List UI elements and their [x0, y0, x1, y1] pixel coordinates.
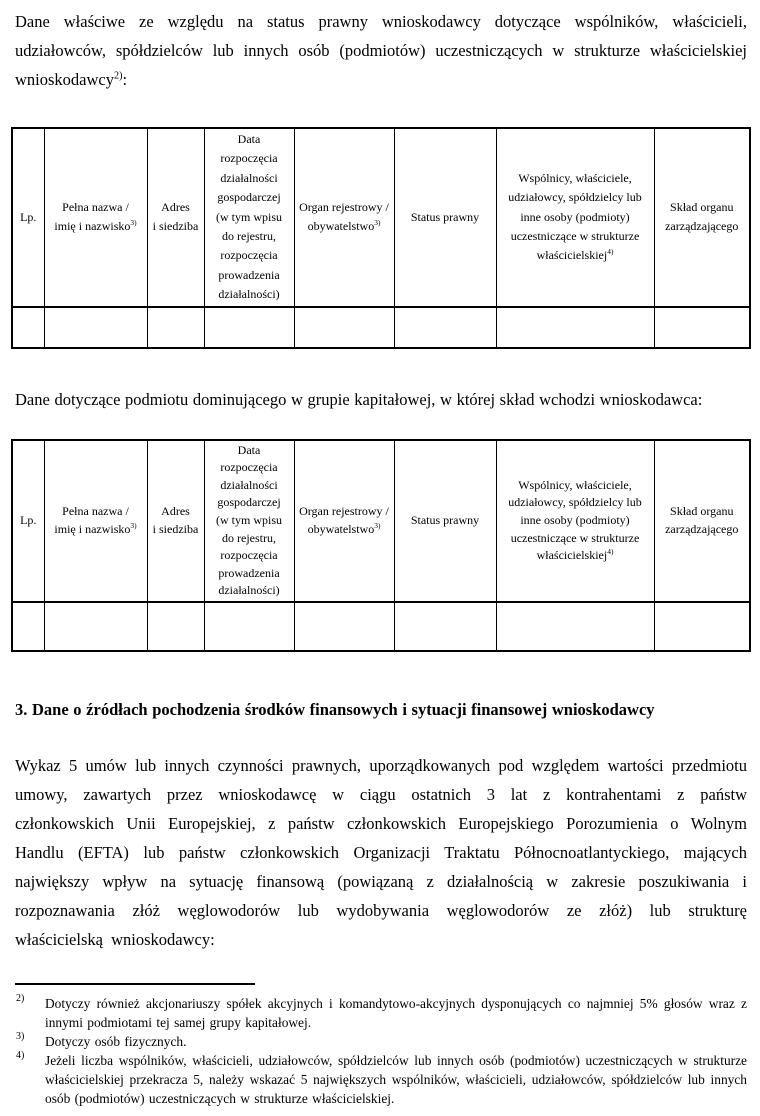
footnote-ref-3: 3): [374, 218, 381, 228]
empty-cell-adres-siedziba: [147, 602, 204, 651]
table-row: [12, 602, 750, 651]
footnote-3-marker: 3): [16, 1031, 25, 1042]
empty-cell-sklad-organu: [654, 602, 750, 651]
column-header-lp: Lp.: [12, 440, 44, 602]
column-header-sklad-organu: Skład organu zarządzającego: [654, 128, 750, 307]
empty-cell-lp: [12, 602, 44, 651]
footnote-separator-rule: [15, 983, 255, 985]
empty-cell-status-prawny: [394, 602, 496, 651]
empty-cell-sklad-organu: [654, 307, 750, 348]
footnote-ref-3: 3): [374, 520, 381, 530]
column-header-wspolnicy: Wspólnicy, właściciele, udziałowcy, spółdzielcy lub inne osoby (podmioty) uczestniczące w strukturze właścicielskiej$^{4)}$: [496, 128, 654, 307]
footnote-ref-4: 4): [607, 547, 614, 557]
footnote-4-text: Jeżeli liczba wspólników, właścicieli, udziałowców, spółdzielców lub innych osób (podmiotów) uczestniczących w strukturze właścicielskiej przekracza 5, należy wskazać 5 największych wspólników, właścicieli, udziałowców, spółdzielców lub innych osób (podmiotów) uczestniczących w strukturze właścicielskiej.: [45, 1053, 747, 1106]
column-header-data-rozpoczecia: Data rozpoczęcia działalności gospodarczej (w tym wpisu do rejestru, rozpoczęcia prowadzenia działalności): [204, 440, 294, 602]
section-3-heading: 3. Dane o źródłach pochodzenia środków finansowych i sytuacji finansowej wnioskodawcy: [15, 700, 655, 719]
footnote-2: [15, 994, 747, 1032]
column-header-status-prawny: Status prawny: [394, 128, 496, 307]
empty-cell-lp: [12, 307, 44, 348]
intro-paragraph-colon: :: [122, 70, 128, 89]
dominant-entity-paragraph: Dane dotyczące podmiotu dominującego w grupie kapitałowej, w której skład wchodzi wnioskodawca:: [15, 389, 703, 409]
column-header-organ-rejestrowy: Organ rejestrowy / obywatelstwo$^{3)}$: [294, 128, 394, 307]
header-row: [12, 440, 750, 602]
empty-cell-organ-rejestrowy: [294, 602, 394, 651]
empty-cell-wspolnicy: [496, 307, 654, 348]
column-header-pelna-nazwa: Pełna nazwa / imię i nazwisko$^{3)}$: [44, 128, 147, 307]
column-header-status-prawny: Status prawny: [394, 440, 496, 602]
ownership-structure-table-header: [12, 128, 750, 307]
column-header-organ-rejestrowy: Organ rejestrowy / obywatelstwo$^{3)}$: [294, 440, 394, 602]
footnote-4: [15, 1051, 747, 1108]
table-row: [12, 307, 750, 348]
empty-cell-data-rozpoczecia: [204, 307, 294, 348]
dominant-entity-table: [11, 439, 751, 652]
empty-cell-wspolnicy: [496, 602, 654, 651]
footnote-ref-4: 4): [607, 247, 614, 257]
empty-cell-status-prawny: [394, 307, 496, 348]
footnotes: [15, 983, 747, 1108]
column-header-wspolnicy: Wspólnicy, właściciele, udziałowcy, spółdzielcy lub inne osoby (podmioty) uczestniczące w strukturze właścicielskiej$^{4)}$: [496, 440, 654, 602]
contracts-list-paragraph: Wykaz 5 umów lub innych czynności prawnych, uporządkowanych pod względem wartości przedmiotu umowy, zawartych przez wnioskodawcę w ciągu ostatnich 3 lat z kontrahentami z państw członkowskich Unii Europejskiej, z państw członkowskich Europejskiego Porozumienia o Wolnym Handlu (EFTA) lub państw członkowskich Organizacji Traktatu Północnoatlantyckiego, mających największy wpływ na sytuację finansową (powiązaną z działalnością w zakresie poszukiwania i rozpoznawania złóż węglowodorów lub wydobywania węglowodorów ze złóż) lub strukturę właścicielską wnioskodawcy:: [15, 756, 747, 949]
column-header-adres-siedziba: Adres i siedziba: [147, 128, 204, 307]
footnote-ref-3: 3): [130, 520, 137, 530]
header-row: [12, 128, 750, 307]
dominant-entity-table-header: [12, 440, 750, 602]
intro-paragraph-text: Dane właściwe ze względu na status prawny wnioskodawcy dotyczące wspólników, właścicieli, udziałowców, spółdzielców lub innych osób (podmiotów) uczestniczących w strukturze właścicielskiej wnioskodawcy: [15, 12, 747, 89]
empty-cell-pelna-nazwa: [44, 307, 147, 348]
empty-cell-data-rozpoczecia: [204, 602, 294, 651]
empty-cell-pelna-nazwa: [44, 602, 147, 651]
intro-paragraph: [15, 7, 747, 94]
footnote-3-text: Dotyczy osób fizycznych.: [45, 1034, 187, 1049]
column-header-adres-siedziba: Adres i siedziba: [147, 440, 204, 602]
footnote-4-marker: 4): [16, 1050, 25, 1061]
empty-cell-organ-rejestrowy: [294, 307, 394, 348]
column-header-sklad-organu: Skład organu zarządzającego: [654, 440, 750, 602]
column-header-lp: Lp.: [12, 128, 44, 307]
footnote-3: [15, 1032, 747, 1051]
footnote-ref-2: 2): [113, 70, 123, 82]
footnote-2-marker: 2): [16, 993, 25, 1004]
column-header-data-rozpoczecia: Data rozpoczęcia działalności gospodarczej (w tym wpisu do rejestru, rozpoczęcia prowadzenia działalności): [204, 128, 294, 307]
empty-cell-adres-siedziba: [147, 307, 204, 348]
footnote-2-text: Dotyczy również akcjonariuszy spółek akcyjnych i komandytowo-akcyjnych dysponujących co najmniej 5% głosów wraz z innymi podmiotami tej samej grupy kapitałowej.: [45, 996, 747, 1030]
ownership-structure-table: [11, 127, 751, 349]
column-header-pelna-nazwa: Pełna nazwa / imię i nazwisko$^{3)}$: [44, 440, 147, 602]
footnote-ref-3: 3): [130, 218, 137, 228]
